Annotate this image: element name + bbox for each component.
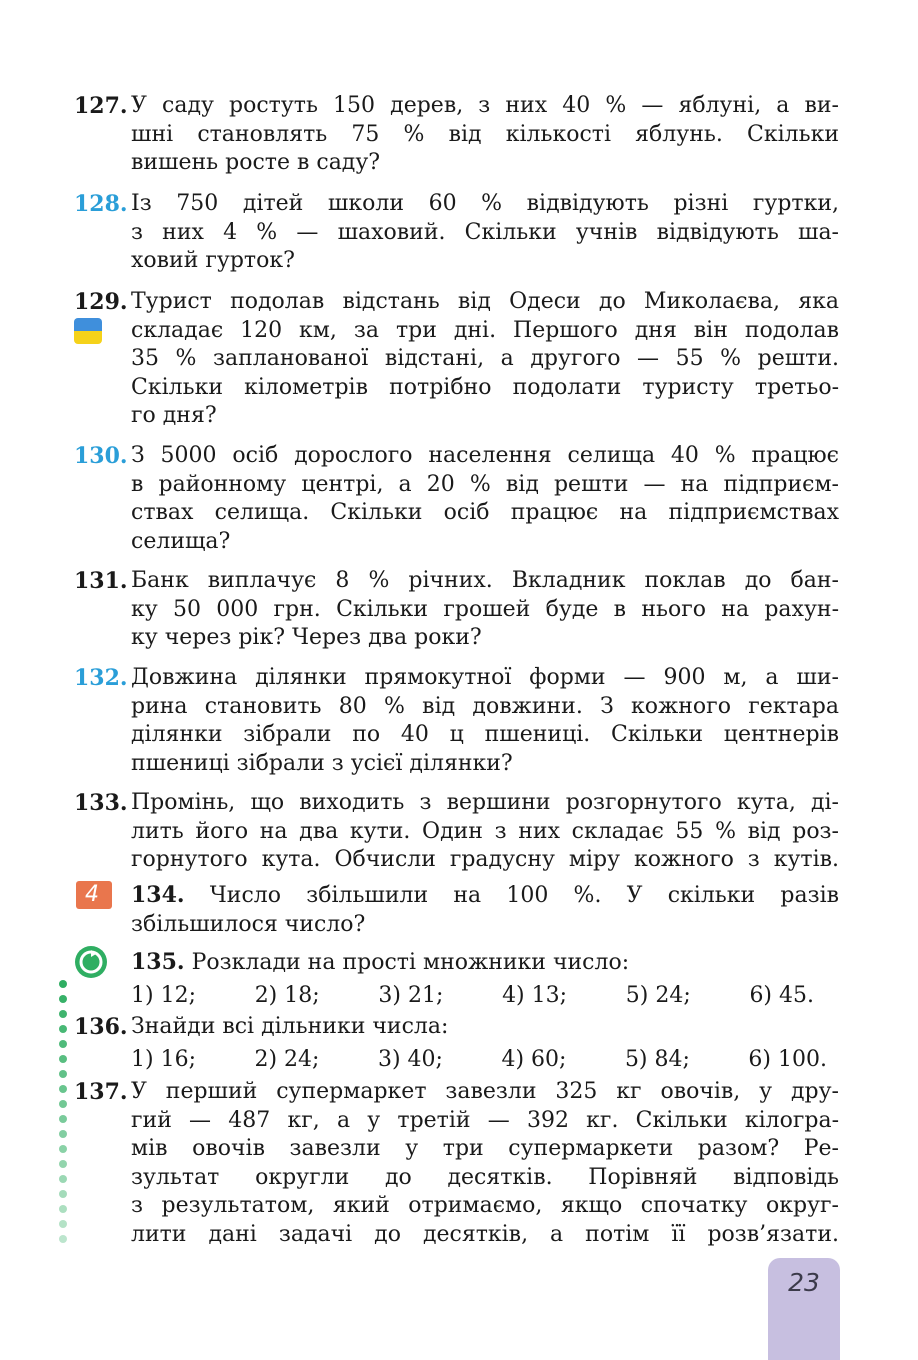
problem-line: вишень росте в саду? [131, 150, 381, 176]
option: 2) 18; [254, 982, 320, 1008]
problem-number: 134. [131, 882, 185, 908]
problem-line: мів овочів завезли у три супермаркети разом? Ре- [131, 1136, 839, 1162]
problem-number: 133. [74, 790, 128, 816]
problem-134 [74, 881, 839, 939]
problem-number: 137. [74, 1079, 128, 1105]
problem-line: 35 % запланованої відстані, а другого — 55 % решти. [131, 346, 839, 372]
problem-line: шні становлять 75 % від кількості яблунь. Скільки [131, 121, 839, 147]
problem-135 [74, 948, 839, 1010]
option: 6) 100. [748, 1046, 827, 1072]
margin-dot [59, 1025, 67, 1033]
problem-128 [74, 190, 839, 276]
margin-dot [59, 1190, 67, 1198]
problem-statement: Знайди всі дільники числа: [131, 1014, 449, 1039]
option: 6) 45. [749, 982, 814, 1008]
problem-line: з результатом, який отримаємо, якщо спочатку округ- [131, 1193, 839, 1219]
problem-136 [74, 1013, 839, 1074]
margin-dot [59, 1055, 67, 1063]
problem-line: селища? [131, 528, 231, 554]
ukraine-flag-icon [74, 318, 102, 344]
option: 4) 13; [502, 982, 568, 1008]
problem-number: 128. [74, 191, 128, 217]
margin-dot [59, 1160, 67, 1168]
level-badge-text: 4 [85, 882, 99, 907]
option: 3) 40; [377, 1046, 443, 1072]
margin-dot [59, 1040, 67, 1048]
answer-options [131, 982, 839, 1011]
page-number: 23 [788, 1268, 820, 1297]
problem-line: ховий гурток? [131, 248, 295, 274]
option: 4) 60; [501, 1046, 567, 1072]
option: 1) 12; [131, 982, 196, 1008]
problem-line: гий — 487 кг, а у третій — 392 кг. Скільки кілогра- [131, 1107, 839, 1133]
problem-line: 134. Число збільшили на 100 %. У скільки разів [131, 882, 840, 908]
problem-line: ствах селища. Скільки осіб працює на підприємствах [131, 500, 839, 526]
problem-line: лити дані задачі до десятків, а потім її розв’язати. [131, 1221, 839, 1247]
problem-number: 136. [74, 1014, 128, 1040]
problem-line: ку через рік? Через два роки? [131, 625, 482, 651]
margin-dot [59, 1175, 67, 1183]
answer-options [131, 1046, 839, 1075]
problem-line: Скільки кілометрів потрібно подолати туристу третьо- [131, 374, 839, 400]
problem-line: лить його на два кути. Один з них складає 55 % від роз- [131, 818, 839, 844]
problem-line: У перший супермаркет завезли 325 кг овочів, у дру- [131, 1079, 839, 1104]
problem-statement: 135. Розклади на прості множники число: [131, 949, 630, 975]
problem-line: Промінь, що виходить з вершини розгорнутого кута, ді- [131, 790, 839, 815]
option: 5) 84; [624, 1046, 690, 1072]
option: 2) 24; [254, 1046, 320, 1072]
problem-line: З 5000 осіб дорослого населення селища 40 % працює [131, 443, 839, 468]
problem-number: 129. [74, 289, 128, 315]
option: 1) 16; [131, 1046, 196, 1072]
problem-line: Турист подолав відстань від Одеси до Миколаєва, яка [131, 289, 839, 314]
margin-dot [59, 980, 67, 988]
problem-number: 130. [74, 443, 128, 469]
problem-line: Банк виплачує 8 % річних. Вкладник поклав до бан- [131, 568, 839, 593]
problem-131 [74, 567, 839, 653]
margin-dot [59, 1115, 67, 1123]
problem-133 [74, 789, 839, 875]
problem-127 [74, 92, 839, 178]
option: 5) 24; [625, 982, 691, 1008]
problem-line: го дня? [131, 403, 217, 429]
problem-number: 131. [74, 568, 128, 594]
margin-dot [59, 1205, 67, 1213]
problem-line: горнутого кута. Обчисли градусну міру кожного з кутів. [131, 847, 839, 873]
margin-dot [59, 995, 67, 1003]
problem-line: Довжина ділянки прямокутної форми — 900 м, а ши- [131, 665, 839, 690]
margin-dot [59, 1235, 67, 1243]
problem-137 [74, 1078, 839, 1250]
margin-dot [59, 1070, 67, 1078]
margin-dot [59, 1010, 67, 1018]
margin-dot [59, 1220, 67, 1228]
problem-line: в районному центрі, а 20 % від решти — на підприєм- [131, 471, 839, 497]
margin-dot [59, 1085, 67, 1093]
problem-line: У саду ростуть 150 дерев, з них 40 % — яблуні, а ви- [131, 93, 839, 118]
margin-dot [59, 1145, 67, 1153]
problem-line: ділянки зібрали по 40 ц пшениці. Скільки центнерів [131, 722, 839, 748]
margin-dot [59, 1100, 67, 1108]
problem-number: 127. [74, 93, 128, 119]
problem-number: 132. [74, 665, 128, 691]
problem-line: збільшилося число? [131, 911, 366, 937]
problem-number: 135. [131, 949, 185, 975]
problem-132 [74, 664, 839, 778]
problem-line: з них 4 % — шаховий. Скільки учнів відвідують ша- [131, 219, 839, 245]
problem-130 [74, 442, 839, 556]
problem-line: ку 50 000 грн. Скільки грошей буде в нього на рахун- [131, 596, 839, 622]
problem-129 [74, 288, 839, 431]
margin-dot [59, 1130, 67, 1138]
page-number-tab [768, 1258, 840, 1360]
problem-line: рина становить 80 % від довжини. З кожного гектара [131, 693, 839, 719]
problem-line: складає 120 км, за три дні. Першого дня він подолав [131, 317, 839, 343]
problem-line: зультат округли до десятків. Порівняй відповідь [131, 1164, 839, 1190]
problem-line: Із 750 дітей школи 60 % відвідують різні гуртки, [131, 191, 839, 216]
problem-line: пшениці зібрали з усієї ділянки? [131, 750, 513, 776]
option: 3) 21; [378, 982, 444, 1008]
